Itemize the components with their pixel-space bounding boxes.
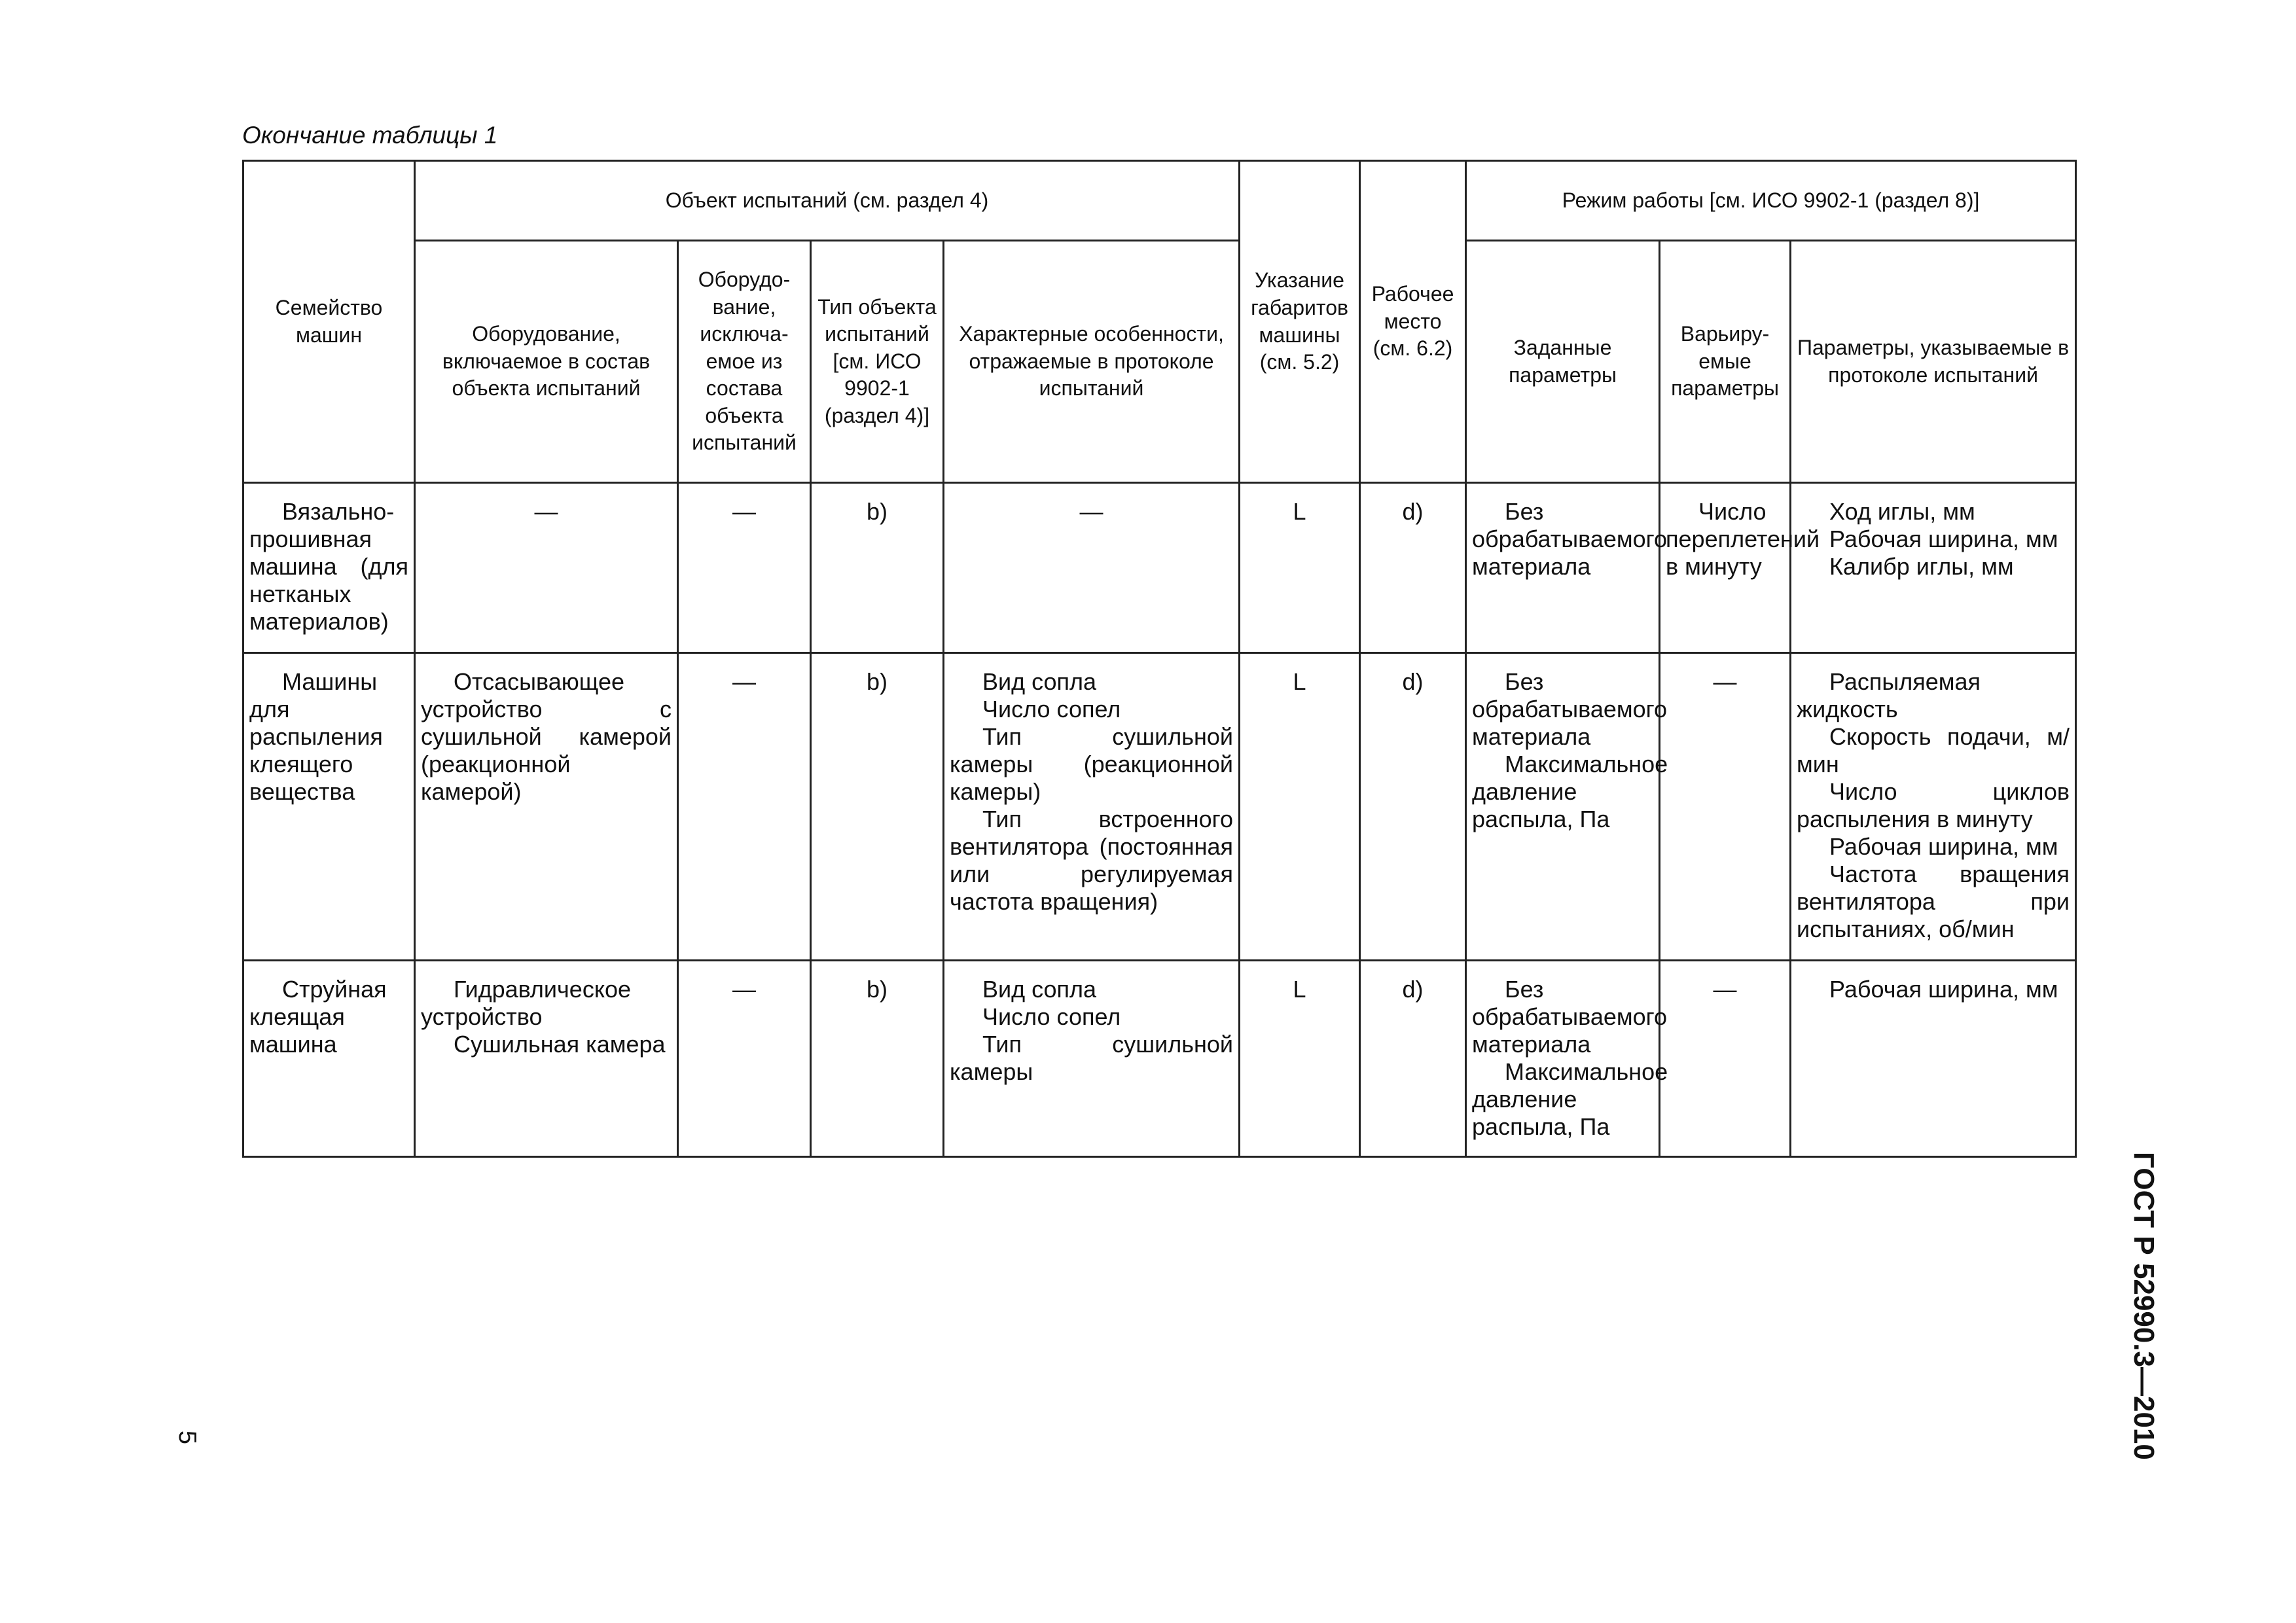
header-workplace: Рабочее место (см. 6.2) — [1360, 161, 1466, 483]
cell-workplace — [1360, 653, 1466, 961]
gost-label: ГОСТ Р 52990.3—2010 — [2128, 1152, 2160, 1460]
header-excluded: Оборудо-вание, исключа-емое из состава объекта испытаний — [678, 241, 811, 483]
header-features: Характерные особенности, отражаемые в протоколе испытаний — [944, 241, 1240, 483]
cell-line: Гидравлическое устройство — [421, 976, 632, 1030]
cell-report-params — [1791, 961, 2076, 1157]
cell-features — [944, 653, 1240, 961]
cell-report-params — [1791, 483, 2076, 653]
cell-line: Рабочая ширина, мм — [1829, 976, 2058, 1003]
table-row — [243, 483, 2076, 653]
cell-line: b) — [866, 498, 888, 525]
cell-set-params — [1466, 961, 1668, 1157]
header-family: Семейство машин — [243, 161, 415, 483]
cell-report-params — [1791, 653, 2076, 961]
header-set-params: Заданные параметры — [1466, 241, 1660, 483]
cell-line: d) — [1402, 498, 1424, 525]
cell-set-params — [1466, 653, 1668, 961]
cell-line: d) — [1402, 668, 1424, 695]
cell-line: — — [732, 668, 756, 695]
cell-line: Ход иглы, мм — [1829, 498, 1975, 525]
cell-line: b) — [866, 668, 888, 695]
header-type: Тип объекта испытаний [см. ИСО 9902-1 (раздел 4)] — [811, 241, 944, 483]
cell-line: Машины для распыления клеящего вещества — [249, 668, 383, 805]
table-caption: Окончание таблицы 1 — [242, 122, 498, 149]
cell-dimensions — [1240, 483, 1360, 653]
cell-line: Частота вращения вентилятора при испытаниях, об/мин — [1797, 861, 2070, 942]
table-row — [243, 961, 2076, 1157]
page-number: 5 — [173, 1430, 202, 1445]
cell-family — [243, 653, 415, 961]
cell-line: Вид сопла — [982, 976, 1097, 1003]
cell-line: — — [534, 498, 558, 525]
header-included: Оборудование, включаемое в состав объекта испытаний — [415, 241, 678, 483]
cell-line: Число сопел — [982, 1003, 1121, 1030]
cell-included — [415, 961, 678, 1157]
cell-dimensions — [1240, 653, 1360, 961]
cell-line: Сушильная камера — [454, 1031, 666, 1058]
cell-line: — — [1713, 668, 1737, 695]
cell-excluded — [678, 961, 811, 1157]
table-row — [243, 653, 2076, 961]
cell-line: Число переплетений в минуту — [1666, 498, 1820, 580]
cell-line: Тип сушильной камеры (реакционной камеры) — [950, 723, 1234, 805]
cell-line: — — [732, 976, 756, 1003]
cell-line: Тип встроенного вентилятора (постоянная или регулируемая частота вращения) — [950, 806, 1234, 915]
data-table — [242, 160, 2077, 1158]
cell-set-params — [1466, 483, 1667, 653]
cell-var-params — [1660, 653, 1791, 961]
cell-type — [811, 483, 944, 653]
cell-workplace — [1360, 483, 1466, 653]
cell-excluded — [678, 653, 811, 961]
cell-line: Распыляемая жидкость — [1797, 668, 1981, 722]
cell-line: d) — [1402, 976, 1424, 1003]
cell-line: Без обрабатываемого материала — [1472, 976, 1667, 1058]
cell-dimensions — [1240, 961, 1360, 1157]
cell-line: L — [1293, 668, 1306, 695]
header-dimensions: Указание габаритов машины (см. 5.2) — [1240, 161, 1360, 483]
cell-features — [944, 961, 1240, 1157]
cell-line: Вязально-прошивная машина (для нетканых материалов) — [249, 498, 408, 635]
cell-line: — — [1713, 976, 1737, 1003]
gost-designation — [2128, 1152, 2179, 1466]
cell-family — [243, 483, 415, 653]
cell-included — [415, 653, 678, 961]
cell-line: b) — [866, 976, 888, 1003]
cell-line: — — [732, 498, 756, 525]
cell-line: L — [1293, 976, 1306, 1003]
cell-included — [415, 483, 678, 653]
header-report-params: Параметры, указываемые в протоколе испытаний — [1791, 241, 2076, 483]
cell-line: Струйная клеящая машина — [249, 976, 387, 1058]
cell-line: Число циклов распыления в минуту — [1797, 778, 2070, 832]
cell-line: Максимальное давление распыла, Па — [1472, 1058, 1668, 1140]
header-object-group: Объект испытаний (см. раздел 4) — [415, 161, 1240, 241]
cell-features — [944, 483, 1240, 653]
cell-line: L — [1293, 498, 1306, 525]
cell-excluded — [678, 483, 811, 653]
cell-line: — — [1079, 498, 1103, 525]
header-mode-group: Режим работы [см. ИСО 9902-1 (раздел 8)] — [1466, 161, 2076, 241]
cell-line: Тип сушильной камеры — [950, 1031, 1234, 1085]
cell-line: Калибр иглы, мм — [1829, 553, 2014, 580]
cell-type — [811, 653, 944, 961]
cell-type — [811, 961, 944, 1157]
cell-line: Отсасывающее устройство с сушильной камерой (реакционной камерой) — [421, 668, 672, 805]
cell-line: Максимальное давление распыла, Па — [1472, 751, 1668, 832]
cell-line: Рабочая ширина, мм — [1829, 833, 2058, 860]
cell-line: Без обрабатываемого материала — [1472, 668, 1667, 750]
cell-line: Без обрабатываемого материала — [1472, 498, 1667, 580]
cell-line: Рабочая ширина, мм — [1829, 526, 2058, 552]
cell-workplace — [1360, 961, 1466, 1157]
cell-var-params — [1660, 483, 1820, 653]
header-var-params: Варьиру-емые параметры — [1660, 241, 1791, 483]
cell-line: Скорость подачи, м/мин — [1797, 723, 2070, 777]
cell-var-params — [1660, 961, 1791, 1157]
cell-line: Вид сопла — [982, 668, 1097, 695]
cell-family — [243, 961, 415, 1157]
cell-line: Число сопел — [982, 696, 1121, 722]
